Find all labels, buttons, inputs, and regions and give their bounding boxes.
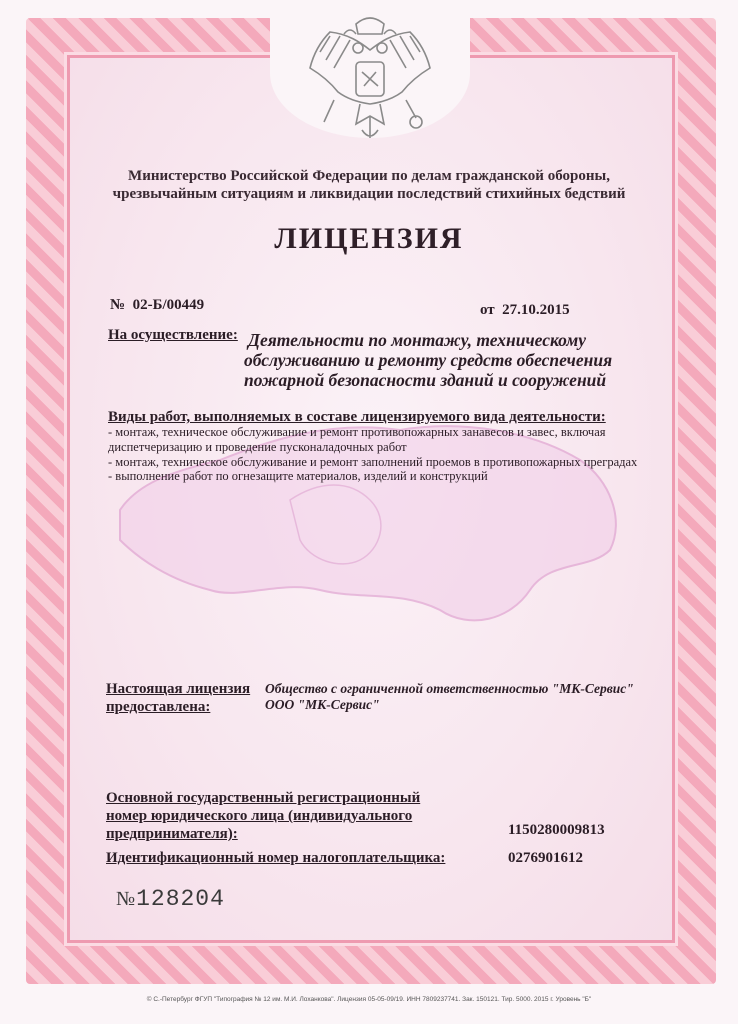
activity-line-1: Деятельности по монтажу, техническому: [248, 330, 587, 350]
license-date: [480, 302, 570, 319]
inn-value: 0276901612: [508, 850, 583, 866]
ogrn-label-line1: Основной государственный регистрационный: [106, 790, 421, 806]
work-item-3: - выполнение работ по огнезащите материалов, изделий и конструкций: [108, 469, 488, 483]
form-serial-number: [116, 886, 225, 912]
licensee-name-full: Общество с ограниченной ответственностью "МК-Сервис": [265, 681, 634, 696]
serial-number-value: 128204: [136, 886, 225, 912]
activity-line-2: обслуживанию и ремонту средств обеспечения: [244, 350, 613, 370]
work-item-1: - монтаж, техническое обслуживание и ремонт противопожарных занавесов и завес, включая: [108, 425, 606, 439]
activity-line-3: пожарной безопасности зданий и сооружений: [244, 370, 607, 390]
inn-label: Идентификационный номер налогоплательщика:: [106, 850, 446, 866]
ogrn-label-line3: предпринимателя):: [106, 826, 238, 842]
printer-imprint: © С.-Петербург ФГУП "Типография № 12 им. М.И. Лоханкова". Лицензия 05-05-09/19. ИНН 7809237741. Зак. 150121. Тир. 5000. 2015 г. Уровень "Б": [146, 996, 592, 1003]
work-item-1-cont: диспетчеризацию и проведение пусконаладочных работ: [108, 440, 407, 454]
ogrn-label-line2: номер юридического лица (индивидуального: [106, 808, 413, 824]
works-label: Виды работ, выполняемых в составе лицензируемого вида деятельности:: [108, 409, 606, 425]
licensee-name-short: ООО "МК-Сервис": [265, 697, 380, 712]
license-date-value: 27.10.2015: [502, 302, 570, 318]
ogrn-value: 1150280009813: [508, 822, 605, 838]
ministry-name-line1: Министерство Российской Федерации по делам гражданской обороны,: [128, 168, 610, 184]
work-item-2: - монтаж, техническое обслуживание и ремонт заполнений проемов в противопожарных преградах: [108, 455, 638, 469]
activity-label: На осуществление:: [108, 327, 238, 343]
double-headed-eagle-icon: [300, 12, 440, 144]
licensee-label-line2: предоставлена:: [106, 699, 211, 715]
date-prefix: от: [480, 302, 495, 318]
number-sign: №: [110, 297, 126, 313]
license-number-value: 02-Б/00449: [132, 297, 205, 313]
licensee-label-line1: Настоящая лицензия: [106, 681, 251, 697]
serial-number-sign: №: [116, 888, 137, 910]
license-number: [110, 297, 204, 314]
ministry-name-line2: чрезвычайным ситуациям и ликвидации последствий стихийных бедствий: [112, 186, 626, 202]
document-title: ЛИЦЕНЗИЯ: [274, 222, 464, 255]
